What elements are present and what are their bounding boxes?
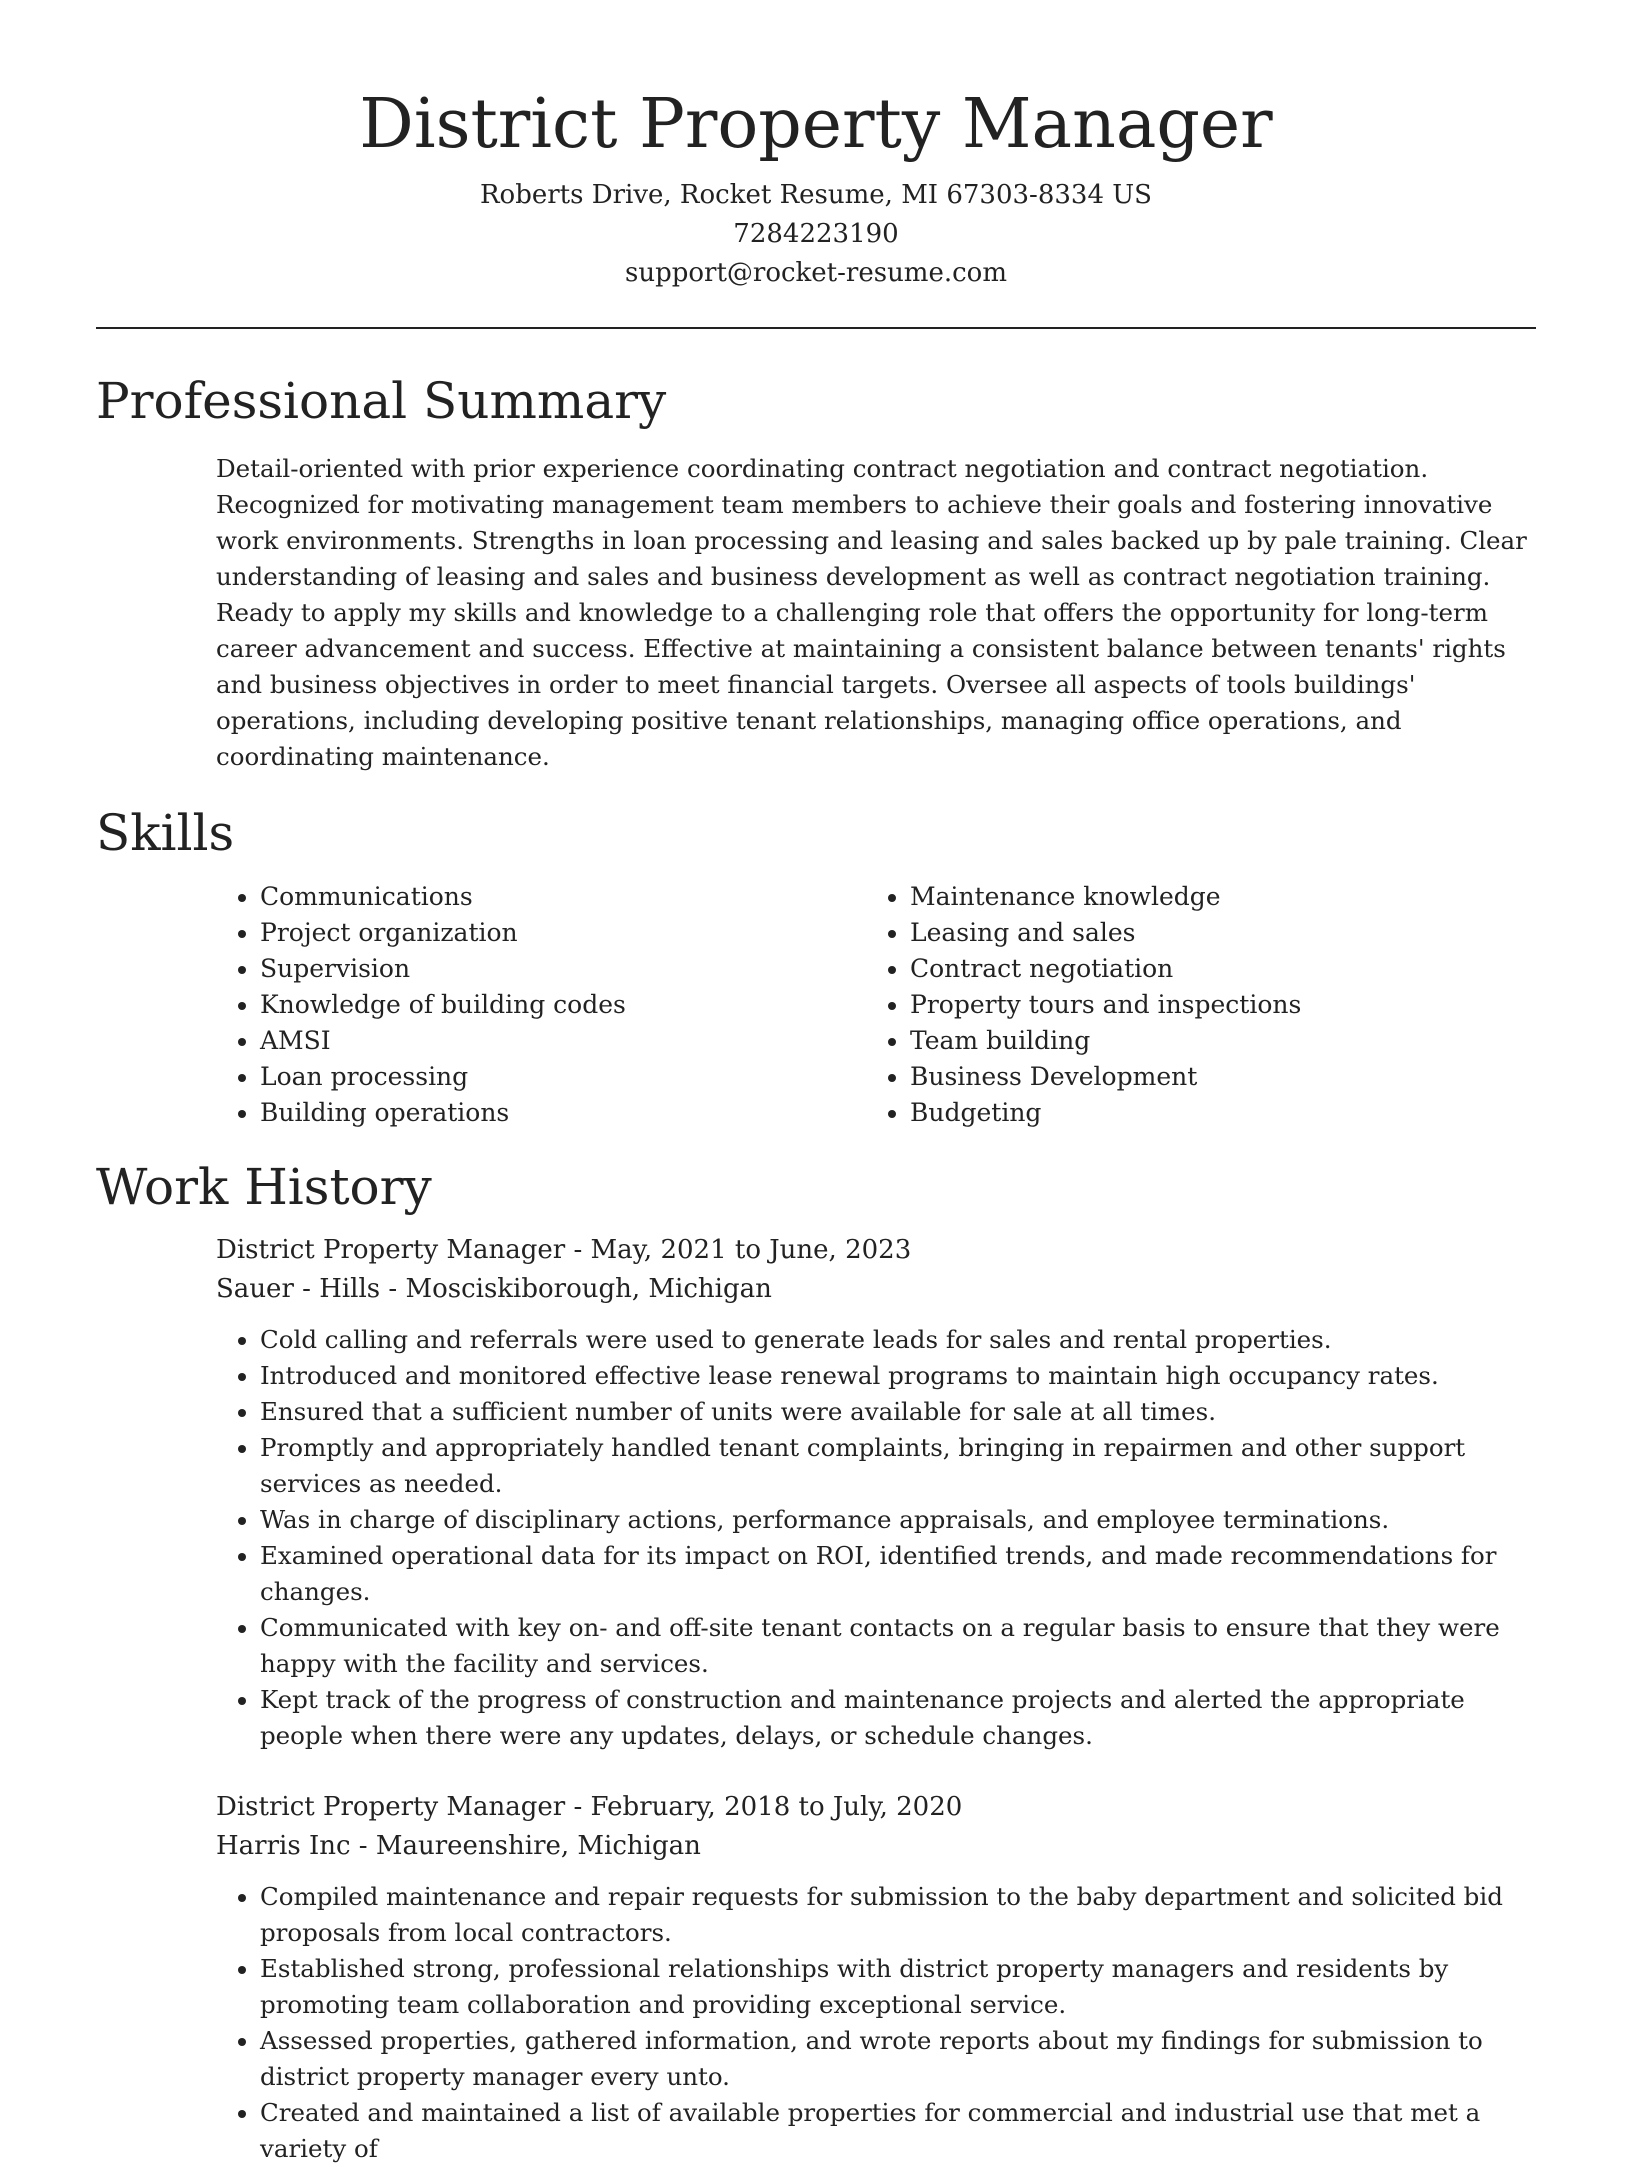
job-duties [216,1879,1536,2167]
contact-address: Roberts Drive, Rocket Resume, MI 67303-8334 US [479,180,1152,210]
job-duty: • Assessed properties, gathered information, and wrote reports about my findings for submission to district property manager every unto. [260,2023,1536,2095]
job-company-location: Harris Inc - Maureenshire, Michigan [216,1831,701,1861]
contact-phone: 7284223190 [733,219,899,249]
skill-item: • Communications [260,879,866,915]
job-entry [216,1788,1536,2167]
job-duties [216,1322,1536,1754]
contact-email: support@rocket-resume.com [624,258,1007,288]
skill-item: • Property tours and inspections [910,987,1516,1023]
skill-item: • Maintenance knowledge [910,879,1516,915]
skill-item: • Supervision [260,951,866,987]
summary-heading: Professional Summary [96,372,667,430]
job-duty: • Established strong, professional relationships with district property managers and residents by promoting team collaboration and providing exceptional service. [260,1951,1536,2023]
skills-heading: Skills [96,804,235,862]
skill-item: • AMSI [260,1023,866,1059]
job-entry [216,1231,1536,1754]
job-duty: • Created and maintained a list of available properties for commercial and industrial use that met a variety of [260,2095,1536,2167]
job-duty: • Ensured that a sufficient number of units were available for sale at all times. [260,1394,1536,1430]
header-divider [96,327,1536,329]
resume-title: District Property Manager [359,85,1273,164]
job-duty: • Communicated with key on- and off-site tenant contacts on a regular basis to ensure that they were happy with the facility and services. [260,1610,1536,1682]
skill-item: • Building operations [260,1095,866,1131]
resume-header [96,0,1536,293]
work-history-heading: Work History [96,1158,432,1216]
job-duty: • Cold calling and referrals were used to generate leads for sales and rental properties. [260,1322,1536,1358]
skill-item: • Contract negotiation [910,951,1516,987]
skills-column-right [866,879,1516,1131]
job-duty: • Compiled maintenance and repair requests for submission to the baby department and solicited bid proposals from local contractors. [260,1879,1536,1951]
job-duty: • Introduced and monitored effective lease renewal programs to maintain high occupancy rates. [260,1358,1536,1394]
skill-item: • Business Development [910,1059,1516,1095]
job-duty: • Was in charge of disciplinary actions, performance appraisals, and employee terminations. [260,1502,1536,1538]
skills-list [216,879,1536,1131]
resume-page [96,0,1536,2167]
job-title-dates: District Property Manager - February, 2018 to July, 2020 [216,1792,963,1822]
skill-item: • Leasing and sales [910,915,1516,951]
job-title-dates: District Property Manager - May, 2021 to June, 2023 [216,1235,912,1265]
skill-item: • Project organization [260,915,866,951]
job-duty: • Examined operational data for its impact on ROI, identified trends, and made recommendations for changes. [260,1538,1536,1610]
contact-info [96,176,1536,293]
job-duty: • Promptly and appropriately handled tenant complaints, bringing in repairmen and other support services as needed. [260,1430,1536,1502]
skill-item: • Loan processing [260,1059,866,1095]
job-duty: • Kept track of the progress of construction and maintenance projects and alerted the appropriate people when there were any updates, delays, or schedule changes. [260,1682,1536,1754]
job-company-location: Sauer - Hills - Mosciskiborough, Michigan [216,1274,772,1304]
skills-column-left [216,879,866,1131]
skill-item: • Budgeting [910,1095,1516,1131]
skill-item: • Team building [910,1023,1516,1059]
summary-text: Detail-oriented with prior experience coordinating contract negotiation and contract negotiation. Recognized for motivating management team members to achieve their goals and fostering innovative work environments. Strengths in loan processing and leasing and sales backed up by pale training. Clear understanding of leasing and sales and business development as well as contract negotiation training. Ready to apply my skills and knowledge to a challenging role that offers the opportunity for long-term career advancement and success. Effective at maintaining a consistent balance between tenants' rights and business objectives in order to meet financial targets. Oversee all aspects of tools buildings' operations, including developing positive tenant relationships, managing office operations, and coordinating maintenance. [216,454,1527,771]
skill-item: • Knowledge of building codes [260,987,866,1023]
